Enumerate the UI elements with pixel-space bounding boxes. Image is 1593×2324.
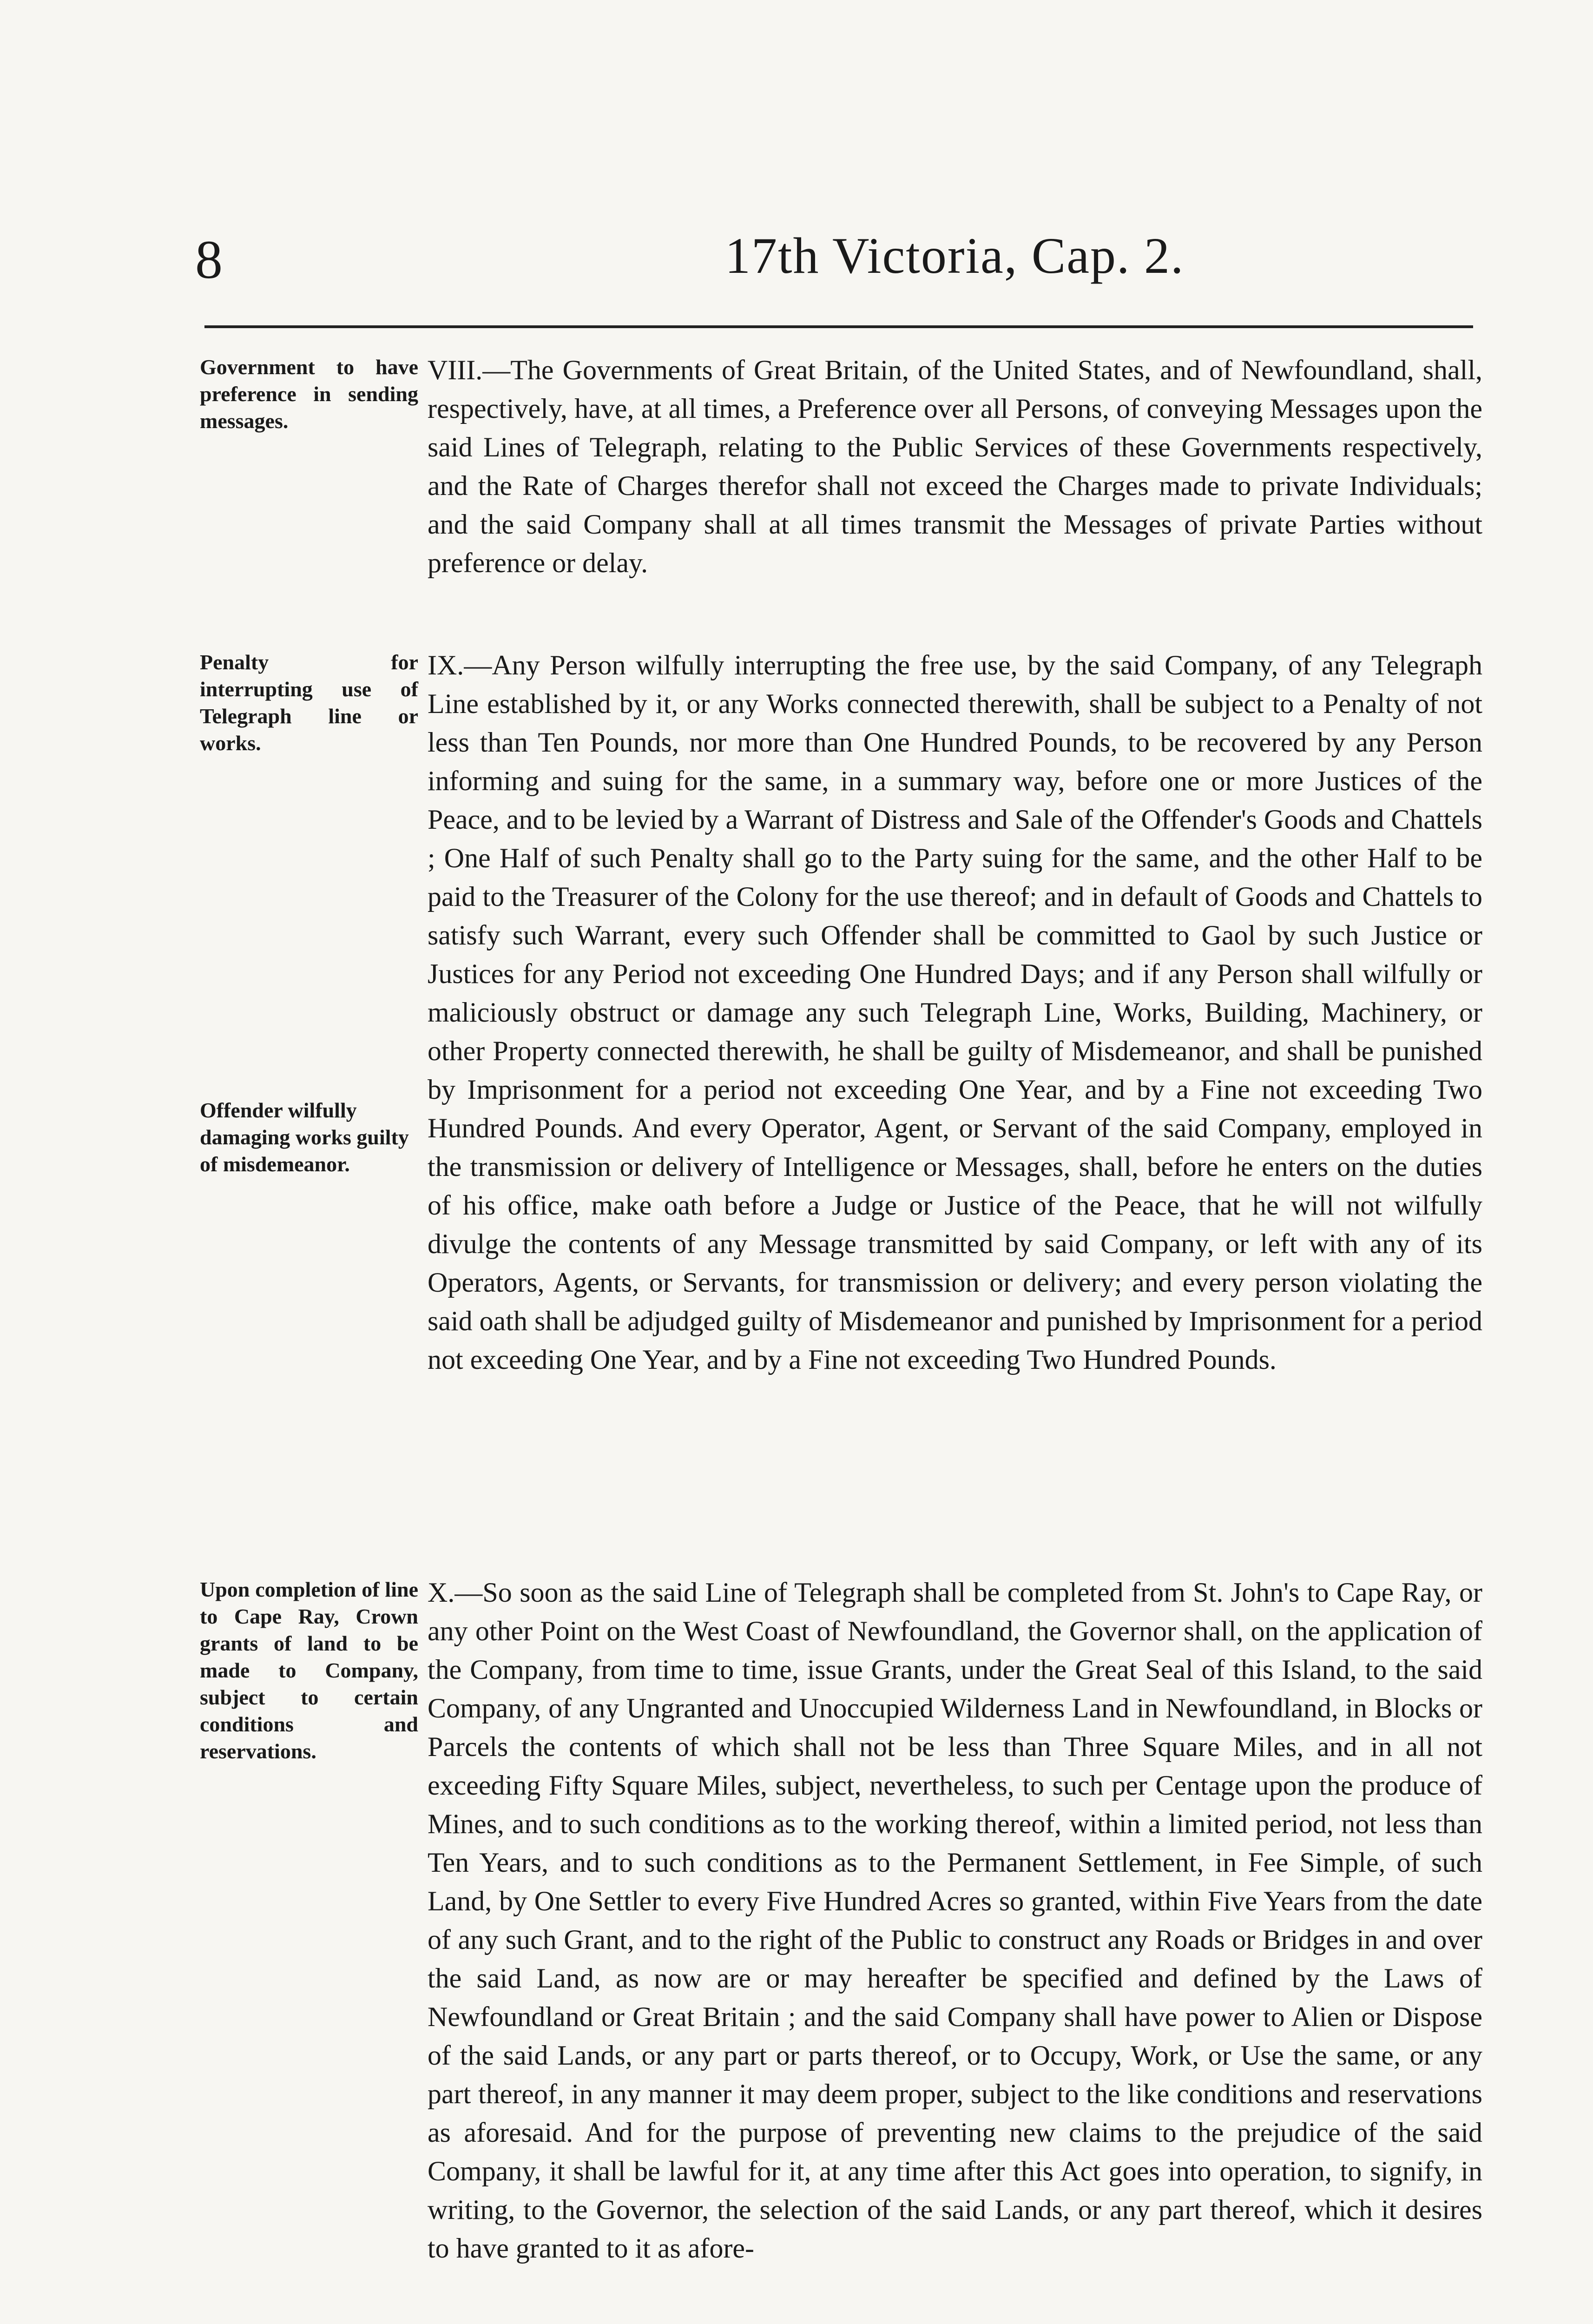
section-body-text: —The Governments of Great Britain, of the United States, and of Newfoundland, shall, respectively, have, at all times, a Preference over all Persons, of conveying Messages upon the said Lines of Telegraph, relating to the Public Services of these Governments respectively, and the Rate of Charges therefor shall not exceed the Charges made to private Individuals; and the said Company shall at all times transmit the Messages of private Parties without preference or delay. [428,355,1482,578]
section-text [428,1573,1482,2268]
page-number: 8 [195,229,223,290]
header-rule [204,325,1473,328]
section-number: IX. [428,650,464,680]
margin-note: Government to have preference in sending messages. [200,355,418,433]
section-x [200,1573,1482,2268]
section-body-text: —Any Person wilfully interrupting the free use, by the said Company, of any Telegraph Line established by it, or any Works connected therewith, shall be subject to a Penalty of not less than Ten Pounds, nor more than One Hundred Pounds, to be recovered by any Person informing and suing for the same, in a summary way, before one or more Justices of the Peace, and to be levied by a Warrant of Distress and Sale of the Offender's Goods and Chattels ; One Half of such Penalty shall go to the Party suing for the same, and the other Half to be paid to the Treasurer of the Colony for the use thereof; and in default of Goods and Chattels to satisfy such Warrant, every such Offender shall be committed to Gaol by such Justice or Justices for any Period not exceeding One Hundred Days; and if any Person shall wilfully or maliciously obstruct or damage any such Telegraph Line, Works, Building, Machinery, or other Property connected therewith, he shall be guilty of Misdemeanor, and shall be punished by Imprisonment for a period not exceeding One Year, and by a Fine not exceeding Two Hundred Pounds. And every Operator, Agent, or Servant of the said Company, employed in the transmission or delivery of Intelligence or Messages, shall, before he enters on the duties of his office, make oath before a Judge or Justice of the Peace, that he will not wilfully divulge the contents of any Message transmitted by said Company, or left with any of its Operators, Agents, or Servants, for transmission or delivery; and every person violating the said oath shall be adjudged guilty of Misdemeanor and punished by Imprisonment for a period not exceeding One Year, and by a Fine not exceeding Two Hundred Pounds. [428,650,1482,1375]
section-ix [200,646,1482,1379]
margin-note-secondary: Offender wilfully damaging works guilty of misdemeanor. [200,1098,409,1176]
section-number: X. [428,1577,455,1608]
running-head: 17th Victoria, Cap. 2. [725,227,1185,284]
margin-note: Penalty for interrupting use of Telegraph line or works. [200,650,418,755]
section-number: VIII. [428,355,483,385]
section-viii [200,351,1482,582]
section-text [428,646,1482,1379]
margin-note: Upon completion of line to Cape Ray, Crown grants of land to be made to Company, subject to certain conditions and reservations. [200,1578,418,1763]
section-body-text: —So soon as the said Line of Telegraph shall be completed from St. John's to Cape Ray, or any other Point on the West Coast of Newfoundland, the Governor shall, on the application of the Company, from time to time, issue Grants, under the Great Seal of this Island, to the said Company, of any Ungranted and Unoccupied Wilderness Land in Newfoundland, in Blocks or Parcels the contents of which shall not be less than Three Square Miles, and in all not exceeding Fifty Square Miles, subject, nevertheless, to such per Centage upon the produce of Mines, and to such conditions as to the working thereof, within a limited period, not less than Ten Years, and to such conditions as to the Permanent Settlement, in Fee Simple, of such Land, by One Settler to every Five Hundred Acres so granted, within Five Years from the date of any such Grant, and to the right of the Public to construct any Roads or Bridges in and over the said Land, as now are or may hereafter be specified and defined by the Laws of Newfoundland or Great Britain ; and the said Company shall have power to Alien or Dispose of the said Lands, or any part or parts thereof, or to Occupy, Work, or Use the same, or any part thereof, in any manner it may deem proper, subject to the like conditions and reservations as aforesaid. And for the purpose of preventing new claims to the prejudice of the said Company, it shall be lawful for it, at any time after this Act goes into operation, to signify, in writing, to the Governor, the selection of the said Lands, or any part thereof, which it desires to have granted to it as afore- [428,1577,1482,2264]
section-text [428,351,1482,582]
